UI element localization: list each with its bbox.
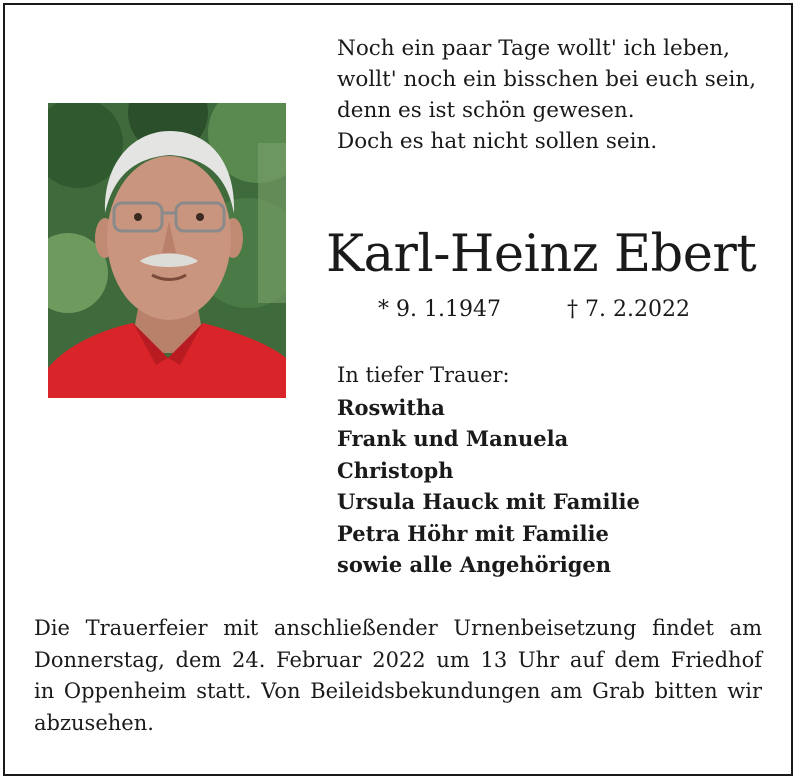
mourners-list	[337, 360, 777, 581]
memorial-poem	[337, 33, 777, 157]
poem-line: denn es ist schön gewesen.	[337, 98, 635, 123]
poem-line: wollt' noch ein bisschen bei euch sein,	[337, 67, 757, 92]
mourning-intro: In tiefer Trauer:	[337, 363, 510, 387]
mourner-name: Frank und Manuela	[337, 426, 569, 451]
birth-date: * 9. 1.1947	[378, 297, 501, 322]
funeral-details-line: abzusehen.	[34, 710, 154, 735]
poem-line: Doch es hat nicht sollen sein.	[337, 129, 658, 154]
death-date: † 7. 2.2022	[567, 297, 690, 322]
poem-line: Noch ein paar Tage wollt' ich leben,	[337, 36, 730, 61]
mourner-name: Roswitha	[337, 394, 445, 420]
portrait-photo	[48, 103, 286, 398]
funeral-details-line: in Oppenheim statt. Von Beileidsbekundungen am Grab bitten wir	[34, 679, 762, 703]
mourner-name: Christoph	[337, 457, 454, 483]
deceased-name: Karl-Heinz Ebert	[326, 225, 757, 284]
funeral-details-line: Die Trauerfeier mit anschließender Urnenbeisetzung findet am	[34, 616, 762, 640]
mourner-name: Petra Höhr mit Familie	[337, 520, 609, 546]
funeral-details-line: Donnerstag, dem 24. Februar 2022 um 13 Uhr auf dem Friedhof	[34, 647, 762, 672]
funeral-details	[34, 613, 762, 739]
mourner-name: sowie alle Angehörigen	[337, 552, 612, 577]
mourner-name: Ursula Hauck mit Familie	[337, 489, 640, 514]
